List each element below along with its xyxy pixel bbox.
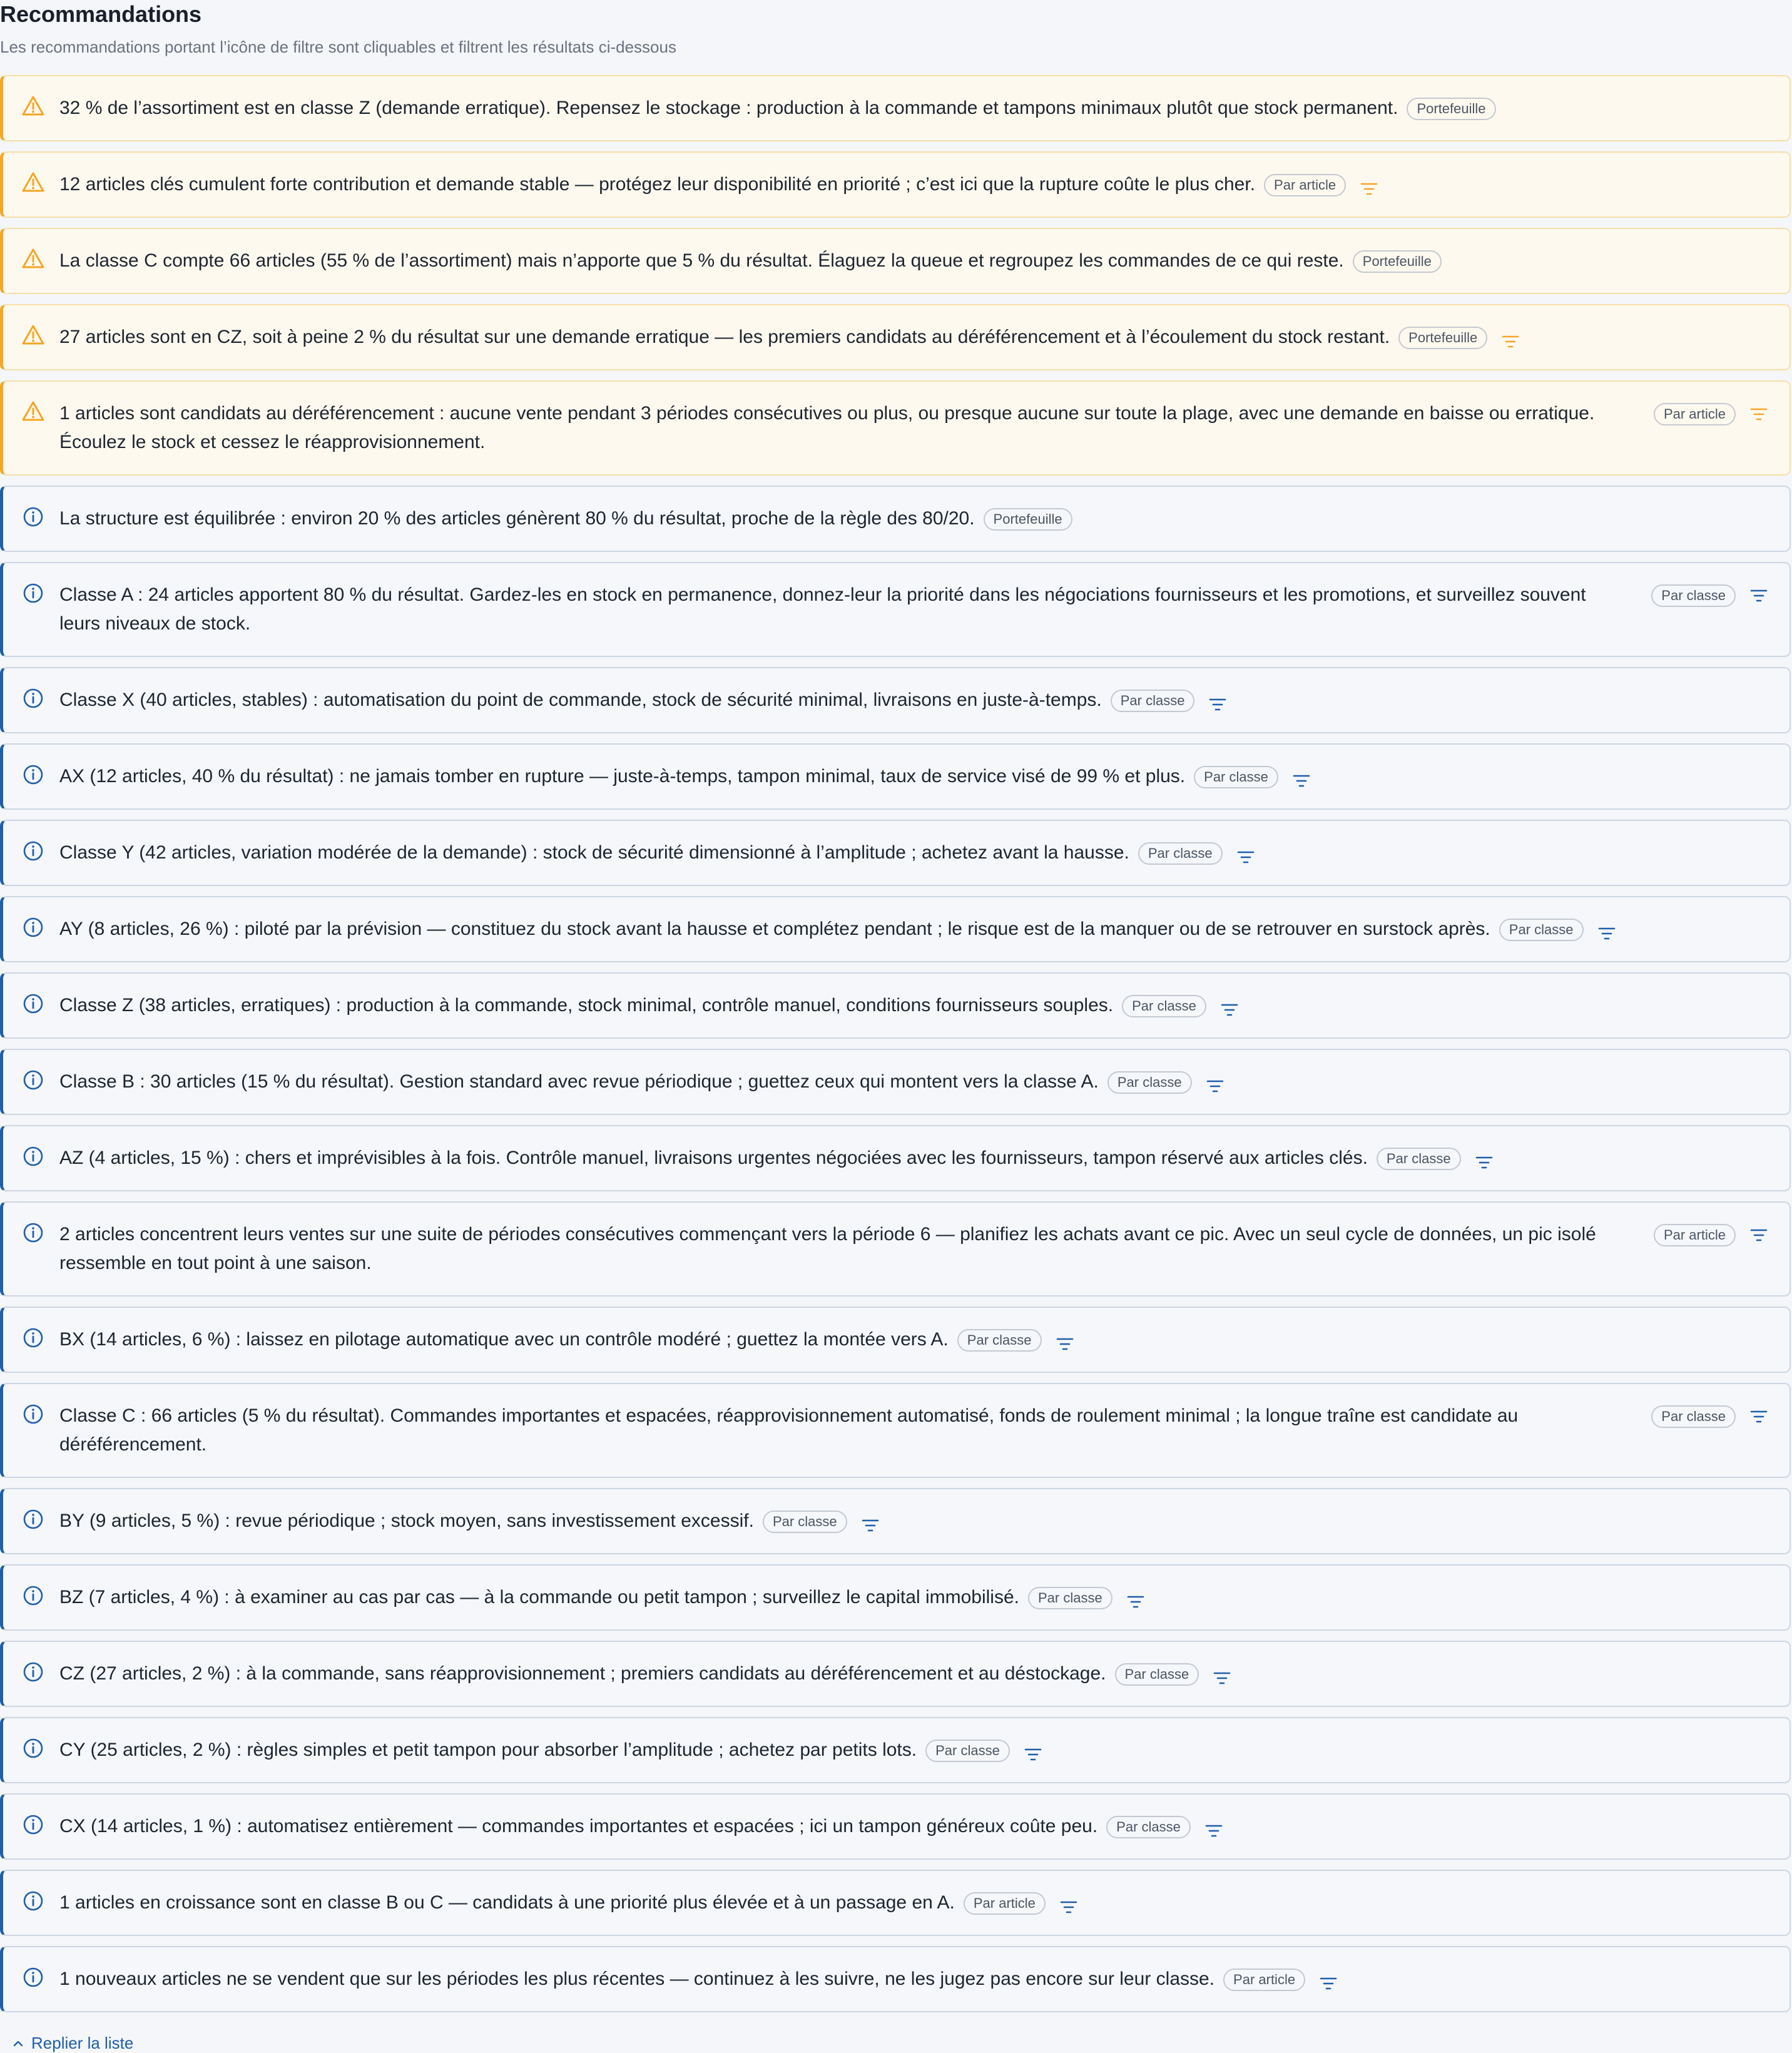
recommendation-text: AZ (4 articles, 15 %) : chers et imprévisibles à la fois. Contrôle manuel, livraisons urgentes négociées avec les fournisseurs, tampon réservé aux articles clés. bbox=[59, 1148, 1368, 1168]
recommendation-tags bbox=[1651, 1405, 1768, 1428]
recommendation-item bbox=[0, 75, 1791, 141]
recommendation-body bbox=[59, 762, 1768, 791]
recommendation-tags bbox=[1111, 690, 1228, 712]
filter-icon[interactable] bbox=[1319, 1972, 1338, 1988]
filter-icon[interactable] bbox=[1597, 922, 1616, 938]
scope-badge: Par classe bbox=[763, 1510, 847, 1533]
recommendation-body bbox=[59, 1965, 1768, 1994]
recommendation-line bbox=[59, 504, 1072, 533]
recommendation-tags bbox=[1264, 174, 1378, 196]
recommendation-tags bbox=[1106, 1816, 1223, 1838]
recommendation-text: Classe C : 66 articles (5 % du résultat). Commandes importantes et espacées, réapprovisionnement automatisé, fonds de roulement minimal ; la longue traîne est candidate au déréférencement. bbox=[59, 1405, 1519, 1455]
recommendation-tags bbox=[1499, 919, 1616, 941]
recommendation-text: BZ (7 articles, 4 %) : à examiner au cas par cas — à la commande ou petit tampon ; surveillez le capital immobilisé. bbox=[59, 1587, 1019, 1607]
recommendation-text: 1 nouveaux articles ne se vendent que sur les périodes les plus récentes — continuez à les suivre, ne les jugez pas encore sur leur classe. bbox=[59, 1969, 1215, 1989]
recommendation-text: La classe C compte 66 articles (55 % de l’assortiment) mais n’apporte que 5 % du résultat. Élaguez la queue et regroupez les commandes de ce qui reste. bbox=[59, 250, 1344, 271]
recommendation-text: 2 articles concentrent leurs ventes sur une suite de périodes consécutives commençant vers la période 6 — planifiez les achats avant ce pic. Avec un seul cycle de données, un pic isolé ressemble en tout point à une saison. bbox=[59, 1224, 1596, 1273]
recommendation-tags bbox=[1654, 1224, 1768, 1246]
scope-badge: Par classe bbox=[925, 1740, 1010, 1762]
recommendation-tags bbox=[1398, 327, 1520, 349]
info-icon bbox=[21, 1325, 46, 1350]
info-icon bbox=[21, 1659, 46, 1684]
recommendation-item[interactable] bbox=[0, 1488, 1791, 1554]
recommendation-body bbox=[59, 170, 1768, 199]
info-icon bbox=[21, 504, 46, 529]
recommendation-body bbox=[59, 1402, 1768, 1459]
recommendation-text: 27 articles sont en CZ, soit à peine 2 % du résultat sur une demande erratique — les premiers candidats au déréférencement et à l’écoulement du stock restant. bbox=[59, 327, 1390, 347]
recommendation-line bbox=[59, 1659, 1231, 1688]
recommendation-body bbox=[59, 991, 1768, 1020]
recommendation-text: 32 % de l’assortiment est en classe Z (demande erratique). Repensez le stockage : production à la commande et tampons minimaux plutôt que stock permanent. bbox=[59, 98, 1398, 118]
recommendation-line bbox=[59, 94, 1496, 123]
filter-icon[interactable] bbox=[1749, 1227, 1768, 1243]
recommendation-body bbox=[59, 94, 1768, 123]
recommendation-item[interactable] bbox=[0, 1717, 1791, 1783]
scope-badge: Par classe bbox=[1651, 1405, 1736, 1428]
recommendation-tags bbox=[964, 1892, 1078, 1915]
scope-badge: Portefeuille bbox=[1353, 250, 1442, 273]
recommendation-item[interactable] bbox=[0, 1049, 1791, 1115]
recommendation-item[interactable] bbox=[0, 667, 1791, 733]
scope-badge: Par classe bbox=[1499, 919, 1584, 941]
filter-icon[interactable] bbox=[1220, 998, 1239, 1014]
scope-badge: Par article bbox=[964, 1892, 1046, 1915]
recommendation-line bbox=[59, 1067, 1224, 1096]
info-icon bbox=[21, 991, 46, 1016]
filter-icon[interactable] bbox=[1236, 845, 1255, 862]
recommendation-body bbox=[59, 1888, 1768, 1917]
recommendation-item[interactable] bbox=[0, 1125, 1791, 1191]
recommendation-text: La structure est équilibrée : environ 20 % des articles génèrent 80 % du résultat, proche de la règle des 80/20. bbox=[59, 508, 975, 529]
recommendation-line bbox=[59, 1736, 1042, 1765]
recommendation-item[interactable] bbox=[0, 1641, 1791, 1707]
scope-badge: Par classe bbox=[1028, 1587, 1112, 1609]
recommendation-tags bbox=[1194, 766, 1311, 788]
recommendation-item[interactable] bbox=[0, 562, 1791, 657]
recommendation-item[interactable] bbox=[0, 304, 1791, 370]
warning-icon bbox=[21, 170, 46, 195]
recommendation-tags bbox=[1407, 98, 1495, 120]
recommendation-body bbox=[59, 1325, 1768, 1354]
recommendation-tags bbox=[925, 1740, 1042, 1762]
recommendation-text: Classe B : 30 articles (15 % du résultat). Gestion standard avec revue périodique ; guettez ceux qui montent vers la classe A. bbox=[59, 1071, 1099, 1092]
filter-icon[interactable] bbox=[1475, 1151, 1494, 1167]
recommendation-text: 1 articles sont candidats au déréférencement : aucune vente pendant 3 périodes consécutives ou plus, ou presque aucune sur toute la plage, avec une demande en baisse ou erratique. Écoulez le stock et cessez le réapprovisionnement. bbox=[59, 403, 1595, 452]
recommendation-item[interactable] bbox=[0, 1793, 1791, 1860]
recommendation-line bbox=[59, 1325, 1074, 1354]
recommendation-line bbox=[59, 991, 1239, 1020]
warning-icon bbox=[21, 94, 46, 119]
recommendation-text: BX (14 articles, 6 %) : laissez en pilotage automatique avec un contrôle modéré ; guettez la montée vers A. bbox=[59, 1329, 949, 1350]
info-icon bbox=[21, 1067, 46, 1093]
info-icon bbox=[21, 1736, 46, 1761]
info-icon bbox=[21, 581, 46, 606]
panel-header bbox=[0, 0, 1792, 69]
recommendation-text: CZ (27 articles, 2 %) : à la commande, sans réapprovisionnement ; premiers candidats au déréférencement et au déstockage. bbox=[59, 1663, 1106, 1684]
recommendation-item[interactable] bbox=[0, 380, 1791, 476]
recommendation-body bbox=[59, 1812, 1768, 1841]
info-icon bbox=[21, 1888, 46, 1913]
filter-icon[interactable] bbox=[1749, 406, 1768, 422]
scope-badge: Par classe bbox=[1107, 1071, 1192, 1094]
scope-badge: Portefeuille bbox=[1407, 98, 1495, 120]
panel-title: Recommandations bbox=[0, 1, 202, 27]
recommendation-item[interactable] bbox=[0, 896, 1791, 962]
filter-icon[interactable] bbox=[1056, 1332, 1074, 1348]
scope-badge: Par classe bbox=[1115, 1663, 1199, 1686]
recommendation-body bbox=[59, 1144, 1768, 1173]
recommendation-item[interactable] bbox=[0, 1564, 1791, 1631]
recommendation-tags bbox=[1138, 842, 1255, 865]
recommendation-body bbox=[59, 1220, 1768, 1278]
info-icon bbox=[21, 1220, 46, 1245]
filter-icon[interactable] bbox=[1204, 1819, 1223, 1835]
filter-icon[interactable] bbox=[1059, 1895, 1078, 1912]
scope-badge: Portefeuille bbox=[984, 508, 1072, 531]
recommendation-body bbox=[59, 581, 1768, 638]
recommendation-body bbox=[59, 838, 1768, 867]
recommendation-list bbox=[0, 75, 1792, 2012]
recommendation-text: Classe Z (38 articles, erratiques) : production à la commande, stock minimal, contrôle manuel, conditions fournisseurs souples. bbox=[59, 995, 1114, 1016]
filter-icon[interactable] bbox=[1292, 769, 1311, 785]
recommendation-item[interactable] bbox=[0, 151, 1791, 218]
recommendation-body bbox=[59, 1583, 1768, 1612]
recommendation-tags bbox=[1028, 1587, 1145, 1609]
recommendation-text: Classe Y (42 articles, variation modérée de la demande) : stock de sécurité dimensionné à l’amplitude ; achetez avant la hausse. bbox=[59, 842, 1129, 863]
filter-icon[interactable] bbox=[1024, 1743, 1042, 1759]
recommendation-line bbox=[59, 1812, 1223, 1841]
recommendation-item[interactable] bbox=[0, 743, 1791, 810]
info-icon bbox=[21, 686, 46, 711]
recommendation-body bbox=[59, 323, 1768, 352]
filter-icon[interactable] bbox=[1501, 330, 1520, 346]
scope-badge: Par classe bbox=[957, 1329, 1042, 1352]
recommendation-line bbox=[59, 170, 1378, 199]
recommendation-line bbox=[59, 1965, 1338, 1994]
info-icon bbox=[21, 1965, 46, 1990]
recommendation-item[interactable] bbox=[0, 1946, 1791, 2012]
recommendation-item[interactable] bbox=[0, 1383, 1791, 1478]
recommendation-body bbox=[59, 1736, 1768, 1765]
scope-badge: Par classe bbox=[1122, 995, 1206, 1017]
recommendation-line bbox=[59, 762, 1311, 791]
recommendation-line bbox=[59, 686, 1227, 715]
recommendation-line bbox=[59, 1507, 880, 1536]
recommendation-item[interactable] bbox=[0, 1307, 1791, 1373]
recommendation-item[interactable] bbox=[0, 1201, 1791, 1296]
recommendation-line bbox=[59, 247, 1442, 275]
scope-badge: Par classe bbox=[1111, 690, 1195, 712]
recommendation-item bbox=[0, 486, 1791, 552]
recommendation-tags bbox=[1115, 1663, 1232, 1686]
warning-icon bbox=[21, 323, 46, 348]
recommendation-body bbox=[59, 915, 1768, 944]
recommendation-text: 1 articles en croissance sont en classe B ou C — candidats à une priorité plus élevée et à un passage en A. bbox=[59, 1892, 955, 1913]
chevron-up-icon bbox=[13, 2038, 24, 2049]
recommendation-body bbox=[59, 399, 1768, 457]
warning-icon bbox=[21, 247, 46, 272]
info-icon bbox=[21, 838, 46, 863]
scope-badge: Par classe bbox=[1651, 584, 1736, 607]
recommendation-tags bbox=[1654, 403, 1768, 425]
recommendation-line bbox=[59, 1888, 1078, 1917]
recommendation-line bbox=[59, 915, 1616, 944]
info-icon bbox=[21, 1583, 46, 1608]
recommendation-tags bbox=[1651, 584, 1768, 607]
filter-icon[interactable] bbox=[1749, 1409, 1768, 1425]
info-icon bbox=[21, 1144, 46, 1169]
recommendation-text: AX (12 articles, 40 % du résultat) : ne jamais tomber en rupture — juste-à-temps, tampon minimal, taux de service visé de 99 % et plus. bbox=[59, 766, 1186, 787]
scope-badge: Par classe bbox=[1106, 1816, 1191, 1838]
recommendation-item[interactable] bbox=[0, 1870, 1791, 1936]
scope-badge: Par classe bbox=[1377, 1148, 1461, 1170]
recommendation-tags bbox=[1223, 1969, 1338, 1991]
info-icon bbox=[21, 915, 46, 940]
scope-badge: Par article bbox=[1264, 174, 1346, 196]
filter-icon[interactable] bbox=[1206, 1074, 1224, 1091]
filter-icon[interactable] bbox=[1126, 1590, 1145, 1606]
recommendation-body bbox=[59, 1067, 1768, 1096]
scope-badge: Par article bbox=[1223, 1969, 1305, 1991]
recommendation-item[interactable] bbox=[0, 972, 1791, 1039]
recommendation-tags bbox=[957, 1329, 1074, 1352]
scope-badge: Par classe bbox=[1138, 842, 1223, 865]
info-icon bbox=[21, 1507, 46, 1532]
scope-badge: Par classe bbox=[1194, 766, 1278, 788]
panel-subtitle: Les recommandations portant l’icône de filtre sont cliquables et filtrent les résultats ci-dessous bbox=[0, 38, 676, 56]
recommendation-text: Classe X (40 articles, stables) : automatisation du point de commande, stock de sécurité minimal, livraisons en juste-à-temps. bbox=[59, 690, 1102, 710]
recommendation-item bbox=[0, 228, 1791, 294]
recommendation-text: BY (9 articles, 5 %) : revue périodique ; stock moyen, sans investissement excessif. bbox=[59, 1510, 754, 1531]
scope-badge: Par article bbox=[1654, 1224, 1736, 1246]
collapse-list-button[interactable] bbox=[0, 2034, 1792, 2053]
filter-icon[interactable] bbox=[861, 1514, 880, 1530]
scope-badge: Par article bbox=[1654, 403, 1736, 425]
recommendation-body bbox=[59, 247, 1768, 275]
recommendation-text: Classe A : 24 articles apportent 80 % du résultat. Gardez-les en stock en permanence, donnez-leur la priorité dans les négociations fournisseurs et les promotions, et surveillez souvent leurs niveaux de stock. bbox=[59, 584, 1586, 634]
recommendation-body bbox=[59, 1507, 1768, 1536]
info-icon bbox=[21, 762, 46, 787]
recommendation-body bbox=[59, 1659, 1768, 1688]
recommendation-tags bbox=[984, 508, 1072, 531]
recommendation-line bbox=[59, 1583, 1145, 1612]
recommendation-tags bbox=[1107, 1071, 1224, 1094]
recommendation-text: 12 articles clés cumulent forte contribution et demande stable — protégez leur disponibilité en priorité ; c’est ici que la rupture coûte le plus cher. bbox=[59, 174, 1256, 195]
info-icon bbox=[21, 1402, 46, 1427]
recommendation-text: AY (8 articles, 26 %) : piloté par la prévision — constituez du stock avant la hausse et complétez pendant ; le risque est de la manquer ou de se retrouver en surstock après. bbox=[59, 919, 1490, 939]
scope-badge: Portefeuille bbox=[1398, 327, 1487, 349]
recommendation-body bbox=[59, 686, 1768, 715]
collapse-list-label: Replier la liste bbox=[31, 2034, 134, 2052]
filter-icon[interactable] bbox=[1213, 1666, 1231, 1683]
filter-icon[interactable] bbox=[1749, 588, 1768, 604]
recommendation-line bbox=[59, 838, 1255, 867]
warning-icon bbox=[21, 399, 46, 424]
recommendation-item[interactable] bbox=[0, 820, 1791, 886]
recommendation-tags bbox=[1122, 995, 1239, 1017]
recommendation-text: CX (14 articles, 1 %) : automatisez entièrement — commandes importantes et espacées ; ici un tampon généreux coûte peu. bbox=[59, 1816, 1098, 1836]
filter-icon[interactable] bbox=[1208, 693, 1227, 709]
recommendation-tags bbox=[1377, 1148, 1494, 1170]
recommendation-tags bbox=[763, 1510, 880, 1533]
recommendation-body bbox=[59, 504, 1768, 533]
recommendation-tags bbox=[1353, 250, 1442, 273]
filter-icon[interactable] bbox=[1360, 177, 1378, 193]
recommendation-line bbox=[59, 323, 1520, 352]
recommendation-line bbox=[59, 1144, 1494, 1173]
info-icon bbox=[21, 1812, 46, 1837]
recommendation-text: CY (25 articles, 2 %) : règles simples et petit tampon pour absorber l’amplitude ; achetez par petits lots. bbox=[59, 1740, 917, 1760]
